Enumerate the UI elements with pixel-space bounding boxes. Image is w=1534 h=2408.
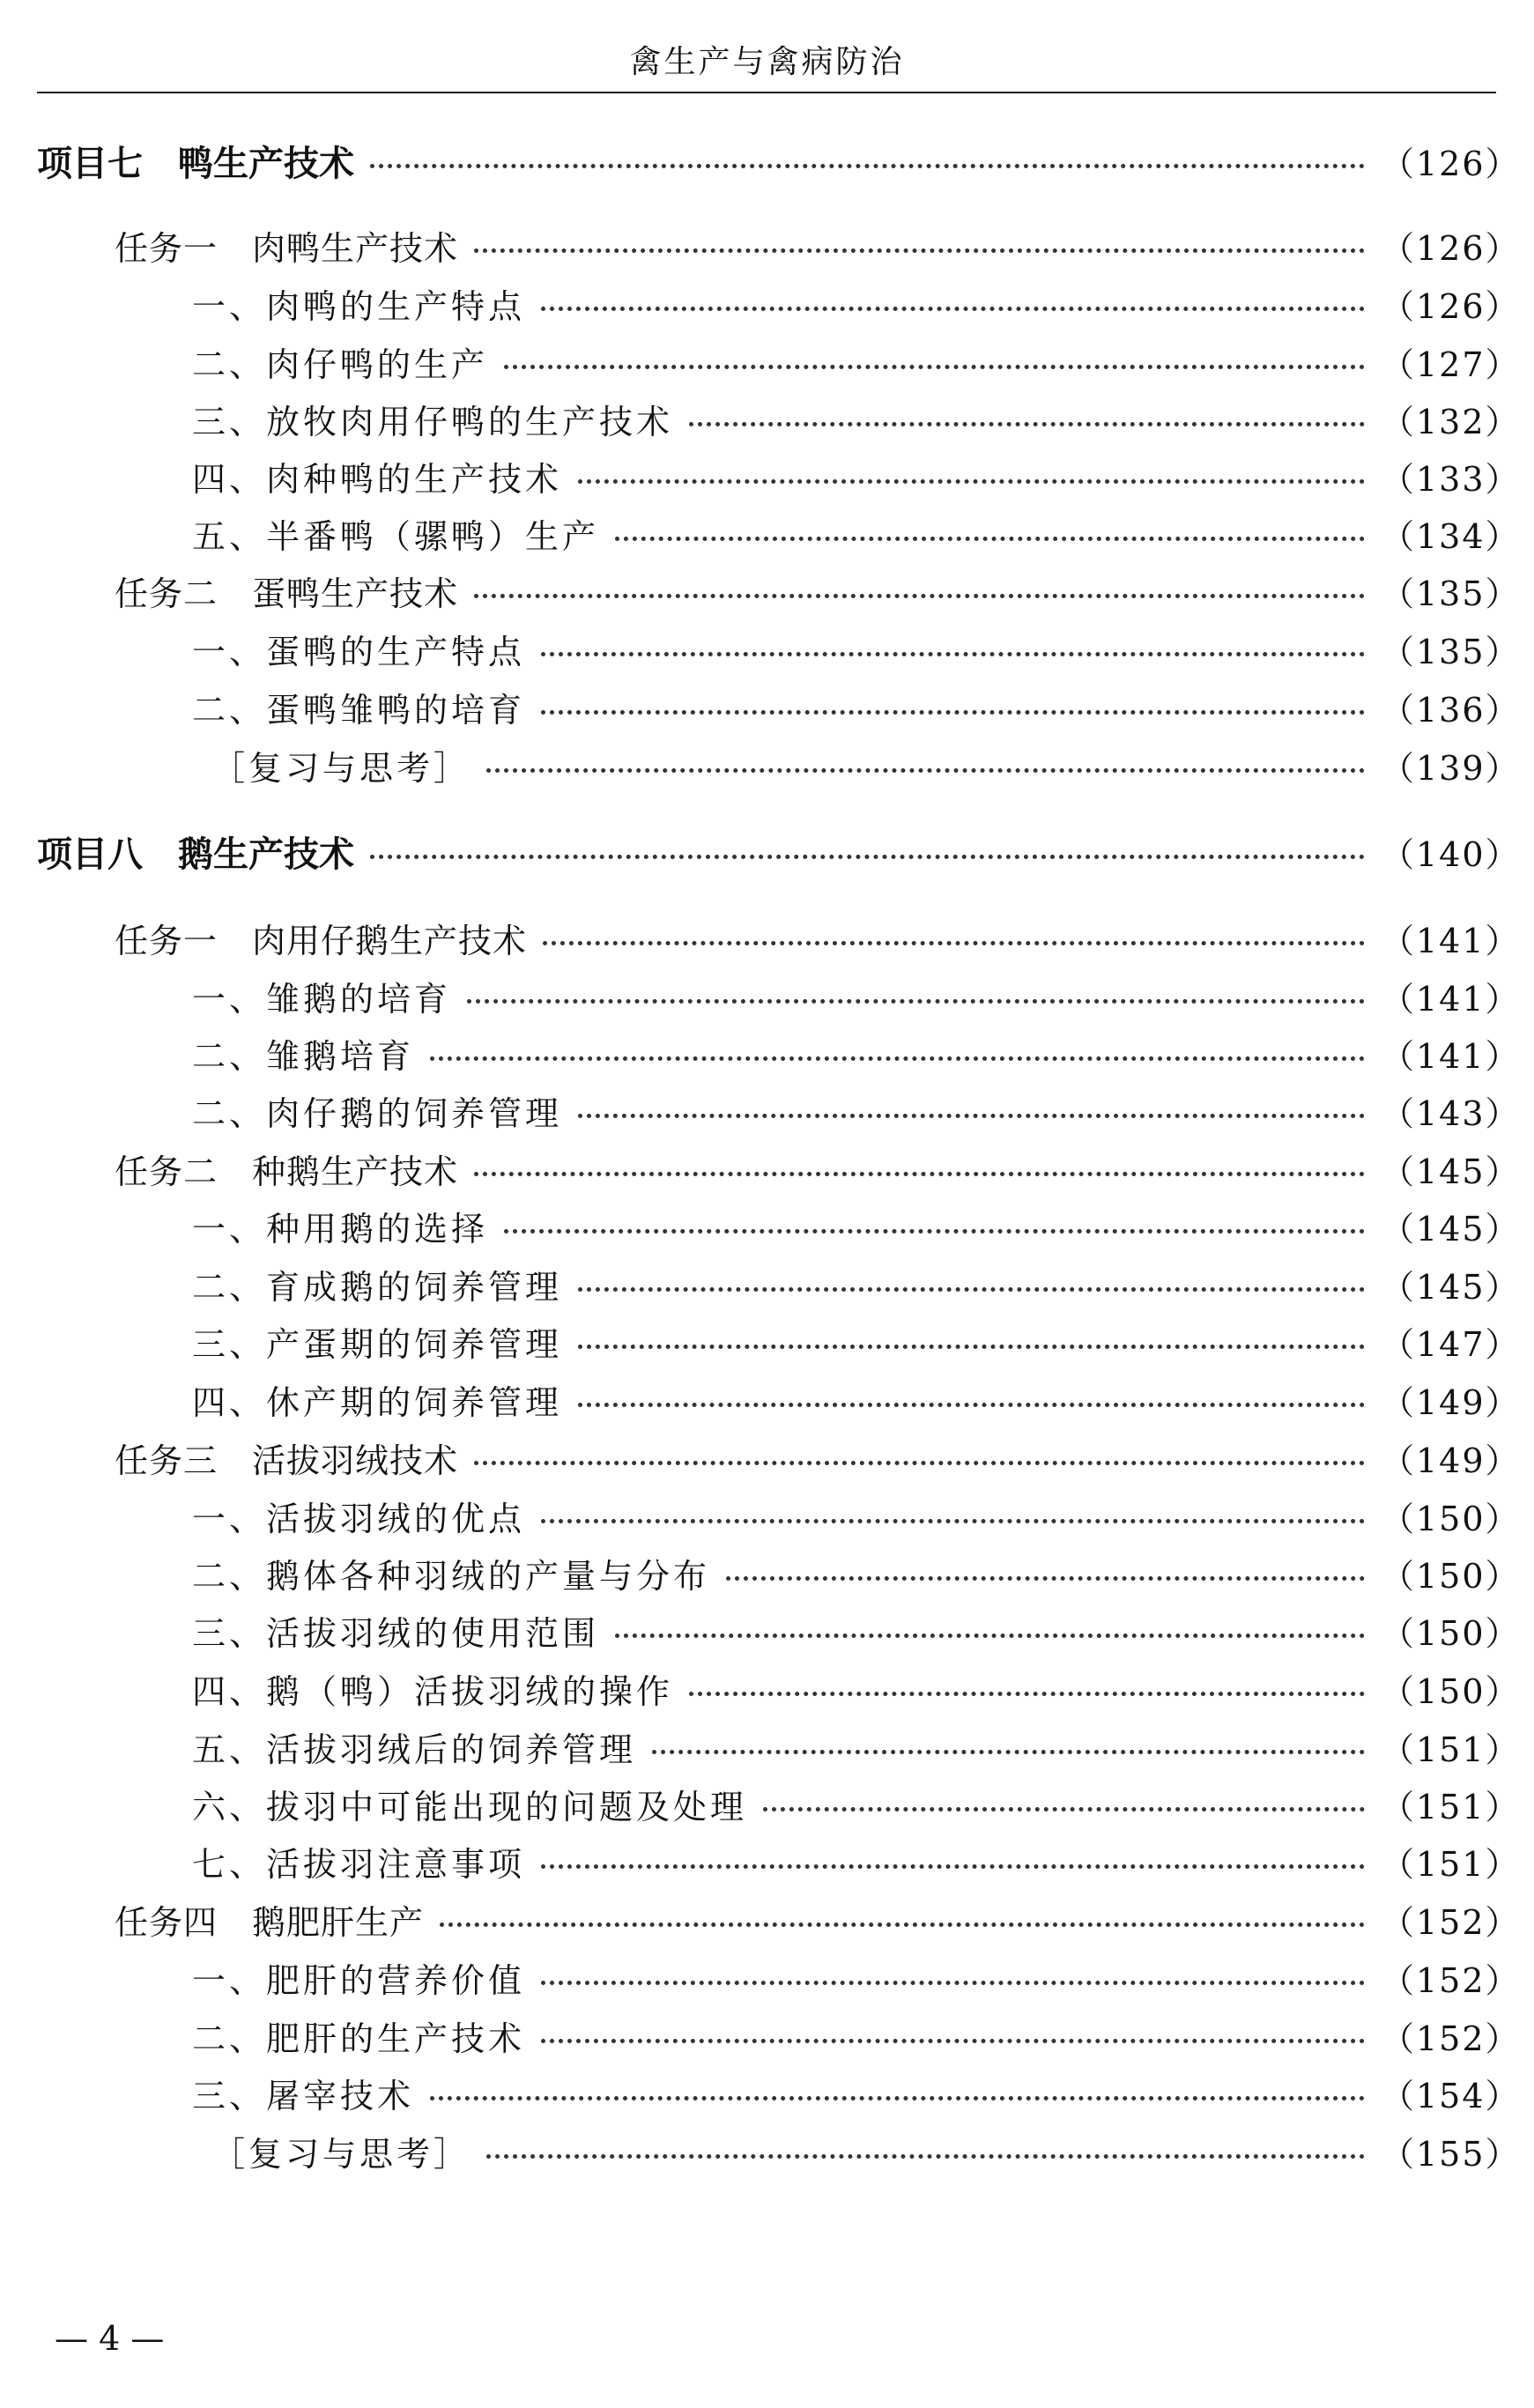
toc-entry-page: （127） bbox=[1381, 345, 1521, 384]
header-rule bbox=[37, 92, 1496, 93]
toc-review-entry[interactable] bbox=[0, 737, 1534, 793]
dot-leader bbox=[615, 537, 1365, 541]
toc-task-entry[interactable] bbox=[0, 1429, 1534, 1486]
toc-entry-title: 一、雏鹅的培育 bbox=[192, 979, 452, 1019]
toc-entry-title: 任务四 鹅肥肝生产 bbox=[115, 1902, 425, 1942]
toc-section-entry[interactable] bbox=[0, 333, 1534, 389]
dot-leader bbox=[370, 855, 1365, 859]
dot-leader bbox=[430, 1056, 1365, 1061]
toc-entry-title: 一、蛋鸭的生产特点 bbox=[192, 632, 526, 671]
toc-section-entry[interactable] bbox=[0, 1082, 1534, 1138]
toc-entry-page: （154） bbox=[1381, 2076, 1521, 2115]
toc-entry-page: （126） bbox=[1381, 286, 1521, 326]
toc-section-entry[interactable] bbox=[0, 505, 1534, 561]
toc-entry-page: （132） bbox=[1381, 402, 1521, 441]
toc-entry-page: （141） bbox=[1381, 921, 1521, 960]
toc-task-entry[interactable] bbox=[0, 1891, 1534, 1947]
dot-leader bbox=[430, 2096, 1365, 2101]
toc-entry-title: 任务一 肉鸭生产技术 bbox=[115, 228, 459, 268]
dot-leader bbox=[504, 1229, 1365, 1234]
dot-leader bbox=[370, 164, 1365, 168]
dot-leader bbox=[578, 1345, 1365, 1349]
dot-leader bbox=[474, 1172, 1365, 1176]
dot-leader bbox=[652, 1750, 1365, 1754]
dot-leader bbox=[541, 2039, 1365, 2043]
dot-leader bbox=[578, 479, 1365, 484]
toc-entry-title: 二、育成鹅的饲养管理 bbox=[192, 1267, 563, 1307]
toc-section-entry[interactable] bbox=[0, 1545, 1534, 1601]
toc-entry-title: 四、休产期的饲养管理 bbox=[192, 1382, 563, 1422]
toc-entry-page: （135） bbox=[1381, 574, 1521, 613]
dot-leader bbox=[578, 1403, 1365, 1407]
toc-entry-title: 三、产蛋期的饲养管理 bbox=[192, 1324, 563, 1364]
toc-project-entry[interactable] bbox=[0, 823, 1534, 879]
toc-section-entry[interactable] bbox=[0, 967, 1534, 1024]
toc-entry-title: 任务二 蛋鸭生产技术 bbox=[115, 574, 459, 613]
toc-entry-page: （134） bbox=[1381, 516, 1521, 556]
toc-project-entry[interactable] bbox=[0, 132, 1534, 189]
toc-section-entry[interactable] bbox=[0, 1256, 1534, 1312]
toc-entry-title: 二、鹅体各种羽绒的产量与分布 bbox=[192, 1556, 711, 1596]
toc-entry-page: （126） bbox=[1381, 144, 1521, 183]
toc-entry-page: （133） bbox=[1381, 459, 1521, 499]
toc-entry-title: 七、活拔羽注意事项 bbox=[192, 1844, 526, 1884]
dot-leader bbox=[689, 1692, 1365, 1696]
toc-entry-title: 任务二 种鹅生产技术 bbox=[115, 1152, 459, 1191]
dot-leader bbox=[474, 594, 1365, 598]
toc-entry-page: （152） bbox=[1381, 2019, 1521, 2058]
toc-entry-title: 五、活拔羽绒后的饲养管理 bbox=[192, 1730, 637, 1769]
dot-leader bbox=[541, 1519, 1365, 1523]
toc-section-entry[interactable] bbox=[0, 620, 1534, 677]
toc-section-entry[interactable] bbox=[0, 1025, 1534, 1081]
dot-leader bbox=[474, 1461, 1365, 1465]
toc-entry-page: （150） bbox=[1381, 1499, 1521, 1538]
toc-entry-page: （141） bbox=[1381, 1036, 1521, 1076]
toc-entry-page: （145） bbox=[1381, 1267, 1521, 1307]
toc-entry-page: （145） bbox=[1381, 1209, 1521, 1248]
dot-leader bbox=[726, 1576, 1365, 1581]
dot-leader bbox=[578, 1287, 1365, 1292]
toc-section-entry[interactable] bbox=[0, 1660, 1534, 1716]
toc-entry-title: 一、种用鹅的选择 bbox=[192, 1209, 489, 1248]
toc-entry-title: 一、肉鸭的生产特点 bbox=[192, 286, 526, 326]
toc-entry-page: （147） bbox=[1381, 1324, 1521, 1364]
dot-leader bbox=[543, 941, 1365, 945]
toc-entry-title: 三、活拔羽绒的使用范围 bbox=[192, 1613, 600, 1653]
page-number: — 4 — bbox=[55, 2319, 165, 2358]
toc-section-entry[interactable] bbox=[0, 1775, 1534, 1832]
toc-section-entry[interactable] bbox=[0, 448, 1534, 504]
toc-section-entry[interactable] bbox=[0, 678, 1534, 735]
toc-entry-page: （155） bbox=[1381, 2134, 1521, 2174]
toc-entry-title: 四、肉种鸭的生产技术 bbox=[192, 459, 563, 499]
toc-entry-title: ［复习与思考］ bbox=[211, 748, 471, 788]
toc-task-entry[interactable] bbox=[0, 909, 1534, 966]
dot-leader bbox=[578, 1114, 1365, 1118]
toc-entry-title: 项目七 鸭生产技术 bbox=[37, 143, 354, 184]
toc-entry-title: 二、蛋鸭雏鸭的培育 bbox=[192, 690, 526, 730]
toc-entry-title: 三、屠宰技术 bbox=[192, 2076, 415, 2115]
toc-entry-page: （149） bbox=[1381, 1382, 1521, 1422]
dot-leader bbox=[440, 1923, 1365, 1927]
toc-entry-page: （143） bbox=[1381, 1093, 1521, 1133]
dot-leader bbox=[615, 1634, 1365, 1638]
toc-section-entry[interactable] bbox=[0, 1602, 1534, 1658]
toc-task-entry[interactable] bbox=[0, 217, 1534, 273]
toc-entry-title: 二、肥肝的生产技术 bbox=[192, 2019, 526, 2058]
toc-entry-page: （151） bbox=[1381, 1787, 1521, 1826]
toc-entry-page: （150） bbox=[1381, 1613, 1521, 1653]
toc-entry-title: 二、肉仔鸭的生产 bbox=[192, 345, 489, 384]
toc-section-entry[interactable] bbox=[0, 1718, 1534, 1775]
toc-section-entry[interactable] bbox=[0, 2064, 1534, 2121]
dot-leader bbox=[689, 422, 1365, 426]
toc-entry-page: （152） bbox=[1381, 1902, 1521, 1942]
toc-entry-title: 一、活拔羽绒的优点 bbox=[192, 1499, 526, 1538]
toc-entry-page: （141） bbox=[1381, 979, 1521, 1019]
toc-entry-page: （136） bbox=[1381, 690, 1521, 730]
dot-leader bbox=[486, 2154, 1365, 2159]
toc-entry-page: （151） bbox=[1381, 1844, 1521, 1884]
dot-leader bbox=[467, 999, 1365, 1004]
toc-entry-title: 项目八 鹅生产技术 bbox=[37, 834, 354, 875]
toc-entry-title: 二、肉仔鹅的饲养管理 bbox=[192, 1093, 563, 1133]
toc-entry-page: （135） bbox=[1381, 632, 1521, 671]
toc-entry-title: 四、鹅（鸭）活拔羽绒的操作 bbox=[192, 1671, 674, 1711]
toc-section-entry[interactable] bbox=[0, 1949, 1534, 2005]
toc-entry-title: 五、半番鸭（骡鸭）生产 bbox=[192, 516, 600, 556]
toc-entry-title: 三、放牧肉用仔鸭的生产技术 bbox=[192, 402, 674, 441]
toc-entry-page: （149） bbox=[1381, 1441, 1521, 1480]
toc-entry-page: （152） bbox=[1381, 1960, 1521, 2000]
toc-entry-title: 二、雏鹅培育 bbox=[192, 1036, 415, 1076]
toc-entry-title: 六、拔羽中可能出现的问题及处理 bbox=[192, 1787, 748, 1826]
toc-entry-page: （150） bbox=[1381, 1556, 1521, 1596]
dot-leader bbox=[541, 710, 1365, 715]
toc-task-entry[interactable] bbox=[0, 562, 1534, 619]
dot-leader bbox=[541, 652, 1365, 656]
dot-leader bbox=[541, 1981, 1365, 1985]
toc-task-entry[interactable] bbox=[0, 1140, 1534, 1197]
toc-entry-title: 任务三 活拔羽绒技术 bbox=[115, 1441, 459, 1480]
dot-leader bbox=[541, 1864, 1365, 1869]
toc-entry-page: （145） bbox=[1381, 1152, 1521, 1191]
toc-entry-page: （126） bbox=[1381, 228, 1521, 268]
toc-section-entry[interactable] bbox=[0, 1313, 1534, 1369]
dot-leader bbox=[541, 307, 1365, 311]
toc-section-entry[interactable] bbox=[0, 1197, 1534, 1254]
toc-section-entry[interactable] bbox=[0, 1833, 1534, 1889]
dot-leader bbox=[504, 365, 1365, 369]
running-header: 禽生产与禽病防治 bbox=[629, 44, 905, 80]
toc-section-entry[interactable] bbox=[0, 1487, 1534, 1544]
toc-entry-title: 任务一 肉用仔鹅生产技术 bbox=[115, 921, 528, 960]
toc-section-entry[interactable] bbox=[0, 390, 1534, 447]
toc-entry-page: （150） bbox=[1381, 1671, 1521, 1711]
toc-entry-page: （139） bbox=[1381, 748, 1521, 788]
toc-entry-title: 一、肥肝的营养价值 bbox=[192, 1960, 526, 2000]
toc-section-entry[interactable] bbox=[0, 2007, 1534, 2063]
toc-section-entry[interactable] bbox=[0, 275, 1534, 331]
toc-entry-title: ［复习与思考］ bbox=[211, 2134, 471, 2174]
dot-leader bbox=[474, 248, 1365, 253]
toc-entry-page: （140） bbox=[1381, 834, 1521, 874]
dot-leader bbox=[763, 1807, 1365, 1812]
toc-review-entry[interactable] bbox=[0, 2123, 1534, 2179]
dot-leader bbox=[486, 768, 1365, 773]
toc-entry-page: （151） bbox=[1381, 1730, 1521, 1769]
toc-section-entry[interactable] bbox=[0, 1371, 1534, 1427]
